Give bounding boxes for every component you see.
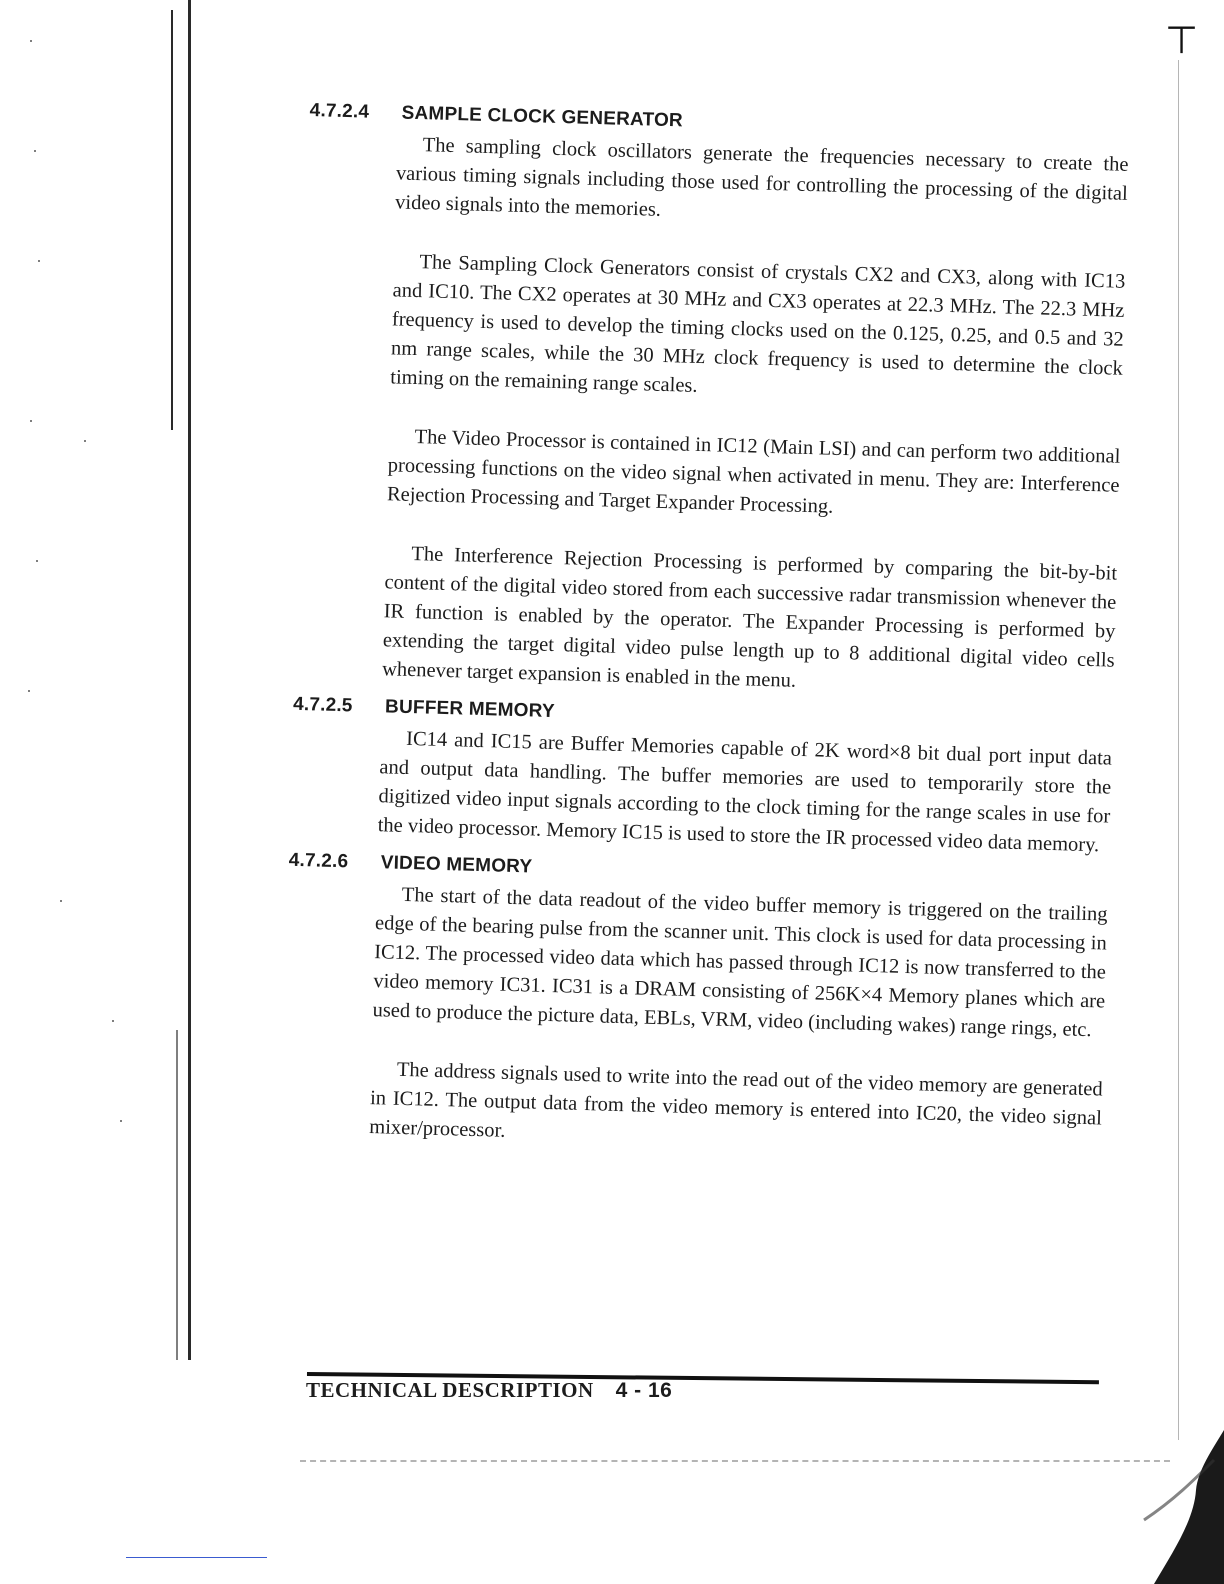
scan-speck bbox=[34, 150, 36, 152]
scan-speck bbox=[36, 560, 38, 562]
scan-speck bbox=[28, 690, 30, 692]
section-video-memory bbox=[281, 850, 1109, 1163]
paragraph: The start of the data readout of the video buffer memory is triggered on the trailing edge of the bearing pulse from the scanner unit. This clock is used for data processing in IC12. The processed video data which has passed through IC12 is now transferred to the video memory IC31. IC31 is a DRAM consisting of 256K×4 Memory planes which are used to produce the picture data, EBLs, VRM, video (including wakes) range rings, etc. bbox=[372, 883, 1108, 1042]
document-body bbox=[280, 100, 1130, 1192]
scan-speck bbox=[60, 900, 62, 902]
paragraph: The sampling clock oscillators generate the frequencies necessary to create the various timing signals including those used for controlling the processing of the digital video signals into the memories. bbox=[394, 134, 1129, 221]
scan-artifact-line bbox=[300, 1460, 1170, 1464]
section-title: SAMPLE CLOCK GENERATOR bbox=[401, 102, 684, 132]
footer-label: TECHNICAL DESCRIPTION bbox=[306, 1378, 594, 1402]
binding-edge-line-2 bbox=[188, 0, 191, 1360]
section-buffer-memory bbox=[289, 694, 1113, 861]
scan-speck bbox=[84, 440, 86, 442]
scan-speck bbox=[38, 260, 40, 262]
section-sample-clock-generator bbox=[294, 100, 1130, 705]
paragraph: The Video Processor is contained in IC12 (Main LSI) and can perform two additional processing functions on the video signal when activated in menu. They are: Interference Rejection Processing and Target Expander Processing. bbox=[386, 426, 1121, 518]
scan-speck bbox=[120, 1120, 122, 1122]
binding-edge-line-3 bbox=[176, 1030, 178, 1360]
section-title: VIDEO MEMORY bbox=[380, 852, 533, 878]
page-footer bbox=[306, 1378, 672, 1403]
paragraph: The address signals used to write into the read out of the video memory are generated in IC12. The output data from the video memory is entered into IC20, the video signal mixer/processor. bbox=[369, 1058, 1103, 1142]
page-number: 4 - 16 bbox=[615, 1379, 673, 1402]
page-curl-shadow bbox=[1134, 1430, 1224, 1584]
paragraph: The Sampling Clock Generators consist of crystals CX2 and CX3, along with IC13 and IC10. The CX2 operates at 30 MHz and CX3 operates at 22.3 MHz. The 22.3 MHz frequency is used to develop the timing clocks used on the 0.125, 0.25, and 0.5 and 32 nm range scales, while the 30 MHz clock frequency is used to determine the clock timing on the remaining range scales. bbox=[389, 251, 1126, 397]
section-number: 4.7.2.4 bbox=[309, 100, 370, 123]
section-title: BUFFER MEMORY bbox=[384, 696, 556, 723]
scan-speck bbox=[112, 1020, 114, 1022]
right-edge-line bbox=[1178, 60, 1179, 1440]
scan-speck bbox=[30, 40, 32, 42]
scan-speck bbox=[30, 420, 32, 422]
binding-edge-line bbox=[171, 10, 173, 430]
paragraph: IC14 and IC15 are Buffer Memories capable of 2K word×8 bit dual port input data and output data handling. The buffer memories are used to temporarily store the digitized video input signals according to the clock timing for the range scales in use for the video processor. Memory IC15 is used to store the IR processed video data memory. bbox=[377, 727, 1113, 857]
blue-underline bbox=[126, 1557, 267, 1558]
section-number: 4.7.2.6 bbox=[288, 849, 349, 873]
corner-mark-icon: ⊤ bbox=[1164, 18, 1198, 62]
paragraph: The Interference Rejection Processing is performed by comparing the bit-by-bit content of the digital video stored from each successive radar transmission whenever the IR function is enabled by the operator. The Expander Processing is performed by extending the target digital video pulse length up to 8 additional digital video cells whenever target expansion is enabled in the menu. bbox=[381, 543, 1118, 692]
section-number: 4.7.2.5 bbox=[292, 693, 353, 717]
